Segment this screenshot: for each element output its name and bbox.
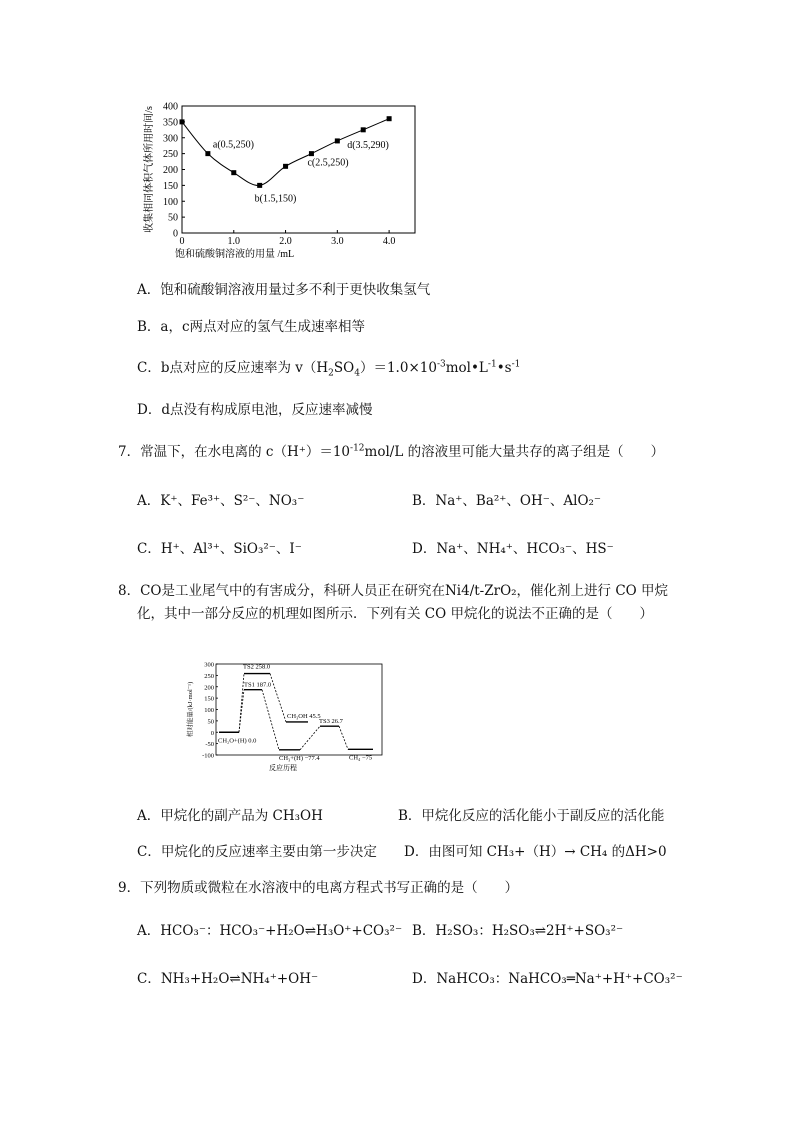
data-point xyxy=(387,116,392,121)
x-tick-label: 4.0 xyxy=(382,236,396,247)
data-point xyxy=(180,119,185,124)
y-tick-label: 200 xyxy=(163,165,178,176)
data-point xyxy=(283,164,288,169)
q6-c-post: ）＝1.0×10 xyxy=(359,360,437,376)
x-tick-label: 2.0 xyxy=(279,236,292,247)
x-axis-label: 反应历程 xyxy=(269,764,297,772)
y-tick-label: 200 xyxy=(204,684,214,692)
energy-profile-chart xyxy=(182,657,392,779)
level-label: TS3 26.7 xyxy=(319,718,343,726)
point-annotation: a(0.5,250) xyxy=(212,139,254,151)
q8-option-c: C．甲烷化的反应速率主要由第一步决定 xyxy=(137,844,377,860)
y-tick-label: 250 xyxy=(204,672,214,680)
point-annotation: c(2.5,250) xyxy=(307,157,349,169)
q7-stem-post: mol/L 的溶液里可能大量共存的离子组是（ ） xyxy=(364,444,665,460)
y-tick-label: -50 xyxy=(205,741,214,749)
q6-c-pre: C．b点对应的反应速率为 v（H xyxy=(137,360,329,376)
data-point xyxy=(257,183,262,188)
y-tick-label: 150 xyxy=(204,695,214,703)
q7-stem-pre: 7．常温下，在水电离的 c（H⁺）＝10 xyxy=(118,444,351,460)
y-tick-label: 400 xyxy=(163,101,178,113)
q9-option-a: A．HCO₃⁻：HCO₃⁻+H₂O⇌H₃O⁺+CO₃²⁻ xyxy=(137,923,403,939)
y-tick-label: 50 xyxy=(168,212,178,224)
q7-stem-exp: -12 xyxy=(350,443,365,454)
q9-stem: 9．下列物质或微粒在水溶液中的电离方程式书写正确的是（ ） xyxy=(118,880,519,896)
data-point xyxy=(335,138,340,143)
y-tick-label: 100 xyxy=(204,707,214,714)
level-label: CH₄ −75 xyxy=(349,754,373,762)
q6-c-unit: mol•L xyxy=(445,360,488,376)
data-curve xyxy=(182,119,389,186)
reaction-path xyxy=(270,674,286,722)
y-axis-label: 相对能量/(kJ·mol⁻¹) xyxy=(187,681,194,738)
y-tick-label: 50 xyxy=(207,718,214,726)
q8-option-a: A．甲烷化的副产品为 CH₃OH xyxy=(137,808,323,824)
y-axis-label: 收集相同体积气体所用时间/s xyxy=(144,106,155,233)
q9-option-d: D．NaHCO₃：NaHCO₃═Na⁺+H⁺+CO₃²⁻ xyxy=(412,971,683,987)
x-tick-label: 0 xyxy=(179,236,185,247)
chart1-svg xyxy=(140,96,430,266)
point-annotation: d(3.5,290) xyxy=(347,139,389,151)
q7-option-c: C．H⁺、Al³⁺、SiO₃²⁻、I⁻ xyxy=(137,541,302,557)
y-tick-label: 0 xyxy=(210,729,214,737)
q9-option-c: C．NH₃+H₂O⇌NH₄⁺+OH⁻ xyxy=(137,971,319,987)
x-axis-label: 饱和硫酸铜溶液的用量 /mL xyxy=(175,249,295,260)
copper-sulfate-chart xyxy=(140,96,430,266)
level-label: CH₃+(H) −77.4 xyxy=(279,754,320,762)
q8-stem-line2: 化，其中一部分反应的机理如图所示．下列有关 CO 甲烷化的说法不正确的是（ ） xyxy=(137,606,653,622)
q6-c-s: •s xyxy=(496,360,512,376)
q6-option-a: A．饱和硫酸铜溶液用量过多不利于更快收集氢气 xyxy=(137,282,431,298)
q7-stem xyxy=(118,443,664,461)
data-point xyxy=(205,151,210,156)
q6-option-d: D．d点没有构成原电池，反应速率减慢 xyxy=(137,402,373,418)
level-label: CH₃OH 45.5 xyxy=(287,712,321,720)
point-annotation: b(1.5,150) xyxy=(254,193,297,205)
q9-option-b: B．H₂SO₃：H₂SO₃⇌2H⁺+SO₃²⁻ xyxy=(412,923,624,939)
plot-frame xyxy=(182,106,415,233)
y-tick-label: -100 xyxy=(202,752,214,760)
y-tick-label: 150 xyxy=(163,180,178,192)
q8-option-d: D．由图可知 CH₃+（H）→ CH₄ 的ΔH>0 xyxy=(404,844,667,860)
q8-stem-line1: 8．CO是工业尾气中的有害成分，科研人员正在研究在Ni4/t-ZrO₂，催化剂上进行 CO 甲烷 xyxy=(118,583,669,599)
q7-option-a: A．K⁺、Fe³⁺、S²⁻、NO₃⁻ xyxy=(137,493,305,509)
y-tick-label: 100 xyxy=(163,196,178,208)
q8-option-b: B．甲烷化反应的活化能小于副反应的活化能 xyxy=(398,808,665,824)
q7-option-b: B．Na⁺、Ba²⁺、OH⁻、AlO₂⁻ xyxy=(412,493,602,509)
chart2-svg xyxy=(182,657,392,779)
level-label: TS1 187.0 xyxy=(244,681,272,689)
q6-option-b: B．a，c两点对应的氢气生成速率相等 xyxy=(137,319,366,335)
data-point xyxy=(309,151,314,156)
y-tick-label: 350 xyxy=(163,117,178,129)
y-tick-label: 250 xyxy=(163,149,178,161)
reaction-path xyxy=(339,726,348,749)
q7-option-d: D．Na⁺、NH₄⁺、HCO₃⁻、HS⁻ xyxy=(412,541,614,557)
data-point xyxy=(361,127,366,132)
level-label: CH₂O+(H) 0.0 xyxy=(218,737,257,745)
y-tick-label: 300 xyxy=(163,133,178,145)
q6-option-c: C．b点对应的反应速率为 $v(H_2SO_4)=1.0\times 10^{-3}mol•L^{-1}•s^{-1}$ xyxy=(137,359,521,379)
reaction-path xyxy=(239,690,244,733)
x-tick-label: 1.0 xyxy=(227,236,241,247)
y-tick-label: 300 xyxy=(204,661,214,669)
reaction-path xyxy=(262,690,279,750)
data-point xyxy=(231,170,236,175)
level-label: TS2 258.0 xyxy=(243,663,271,671)
x-tick-label: 3.0 xyxy=(331,236,344,247)
y-tick-label: 0 xyxy=(173,228,178,240)
reaction-path xyxy=(300,726,320,750)
